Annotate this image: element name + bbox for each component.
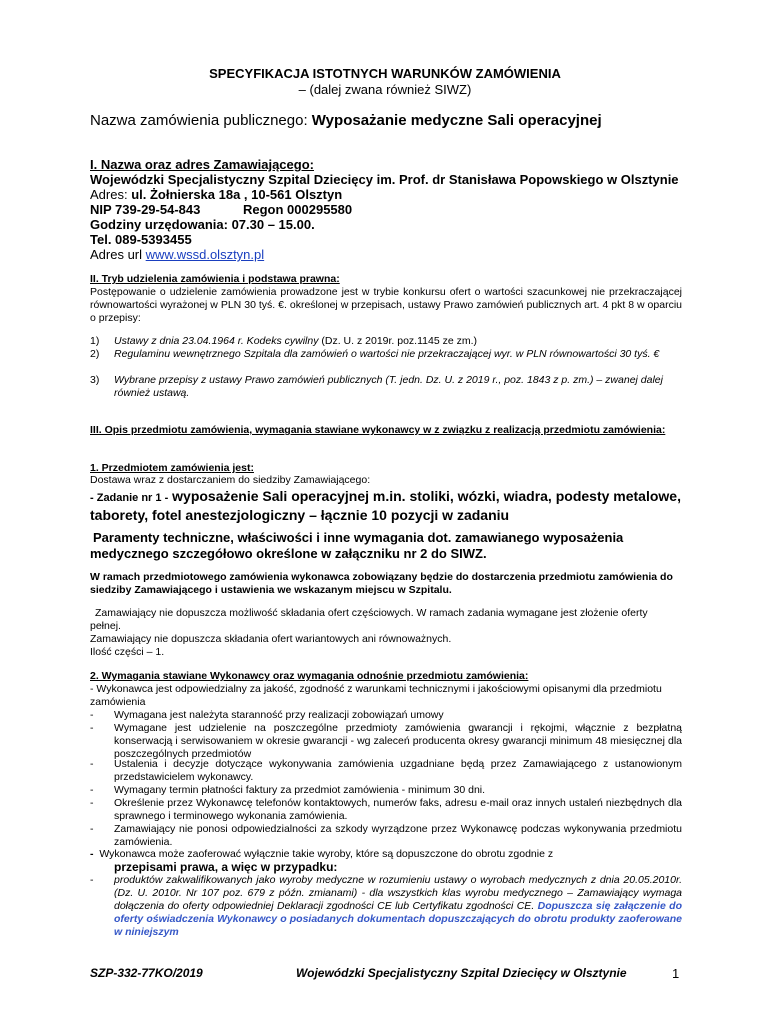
task-label: - Zadanie nr 1 -: [90, 492, 169, 504]
subject-heading: 1. Przedmiotem zamówienia jest:: [90, 462, 254, 474]
website-link[interactable]: www.wssd.olsztyn.pl: [145, 247, 265, 262]
section2-heading: II. Tryb udzielenia zamówienia i podstawa prawna:: [90, 273, 340, 285]
order-name-value: Wyposażanie medyczne Sali operacyjnej: [311, 112, 602, 129]
phone-number: Tel. 089-5393455: [90, 232, 192, 247]
products-requirement: - Wykonawca może zaoferować wyłącznie takie wyroby, które są dopuszczone do obrotu zgodnie z: [90, 848, 554, 860]
address-value: ul. Żołnierska 18a , 10-561 Olsztyn: [131, 187, 343, 202]
website: [90, 247, 264, 263]
requirement-item: - Wymagany termin płatności faktury za przedmiot zamówienia - minimum 30 dni.: [90, 784, 486, 796]
nip-number: NIP 739-29-54-843: [90, 202, 201, 217]
requirement-item: - Wymagana jest należyta staranność przy realizacji zobowiązań umowy: [90, 709, 444, 721]
legal-basis-item-2: 2) Regulaminu wewnętrznego Szpitala dla zamówień o wartości nie przekraczającej wyr. w PLN równowartości 30 tyś. €: [90, 348, 660, 360]
section2-text: Postępowanie o udzielenie zamówienia prowadzone jest w trybie konkursu ofert o wartości szacunkowej nie przekraczającej równowartości wyrażonej w PLN 30 tyś. €. określonej w przepisach, ustawy Prawo zamówień publicznych art. 4 pkt 8 w oparciu o przepisy:: [90, 286, 682, 324]
delivery-obligation: W ramach przedmiotowego zamówienia wykonawca zobowiązany będzie do dostarczenia przedmiotu zamówienia do siedziby Zamawiającego i ustawienia we wskazanym miejscu w Szpitalu.: [90, 571, 673, 596]
website-label: Adres url: [90, 247, 143, 262]
parts-count: Ilość części – 1.: [90, 646, 165, 658]
section3-heading: III. Opis przedmiotu zamówienia, wymagania stawiane wykonawcy w z związku z realizacją przedmiotu zamówienia:: [90, 424, 666, 436]
office-hours: Godziny urzędowania: 07.30 – 15.00.: [90, 217, 315, 232]
requirement-item: - Określenie przez Wykonawcę telefonów kontaktowych, numerów faks, adresu e-mail oraz innych ustaleń niezbędnych dla sprawnego i terminowego wykonania zamówienia.: [90, 797, 682, 822]
regon-number: Regon 000295580: [243, 202, 353, 217]
address-label: Adres:: [90, 187, 128, 202]
requirement-item: - Ustalenia i decyzje dotyczące wykonywania zamówienia uzgadniane będą przez Zamawiającego z ustanowionym przedstawicielem wykonawcy.: [90, 758, 682, 783]
task-description: [90, 488, 690, 524]
subject-text: Dostawa wraz z dostarczaniem do siedziby Zamawiającego:: [90, 474, 371, 486]
medical-devices-item: - produktów zakwalifikowanych jako wyroby medyczne w rozumieniu ustawy o wyrobach medycznych z dnia 20.05.2010r. (Dz. U. 2010r. Nr 107 poz. 679 z późn. zmianami) - dla wszystkich klas wyrobu medycznego – Zamawiający wymaga dołączenia do oferty odpowiedniej Deklaracji zgodności CE lub Certyfikatu zgodności CE. Dopuszcza się załączenie do oferty oświadczenia Wykonawcy o posiadanych dokumentach dopuszczających do obrotu produkty zaoferowane w niniejszym: [90, 874, 682, 938]
requirements-intro: - Wykonawca jest odpowiedzialny za jakość, zgodność z warunkami technicznymi i jakościowymi opisanymi dla przedmiotu zamówienia: [90, 683, 662, 708]
legal-basis-item-1: 1) Ustawy z dnia 23.04.1964 r. Kodeks cywilny (Dz. U. z 2019r. poz.1145 ze zm.): [90, 335, 478, 347]
partial-offers: Zamawiający nie dopuszcza możliwość składania ofert częściowych. W ramach zadania wymagane jest złożenie oferty pełnej.: [90, 607, 648, 632]
variant-offers: Zamawiający nie dopuszcza składania ofert wariantowych ani równoważnych.: [90, 633, 452, 645]
task-value: wyposażenie Sali operacyjnej m.in. stoliki, wózki, wiadra, podesty metalowe, taborety, fotel anestezjologiczny – łącznie 10 pozycji w zadaniu: [90, 488, 681, 523]
requirement-item: - Wymagane jest udzielenie na poszczególne przedmioty zamówienia gwarancji i rękojmi, włącznie z bezpłatną konserwacją i serwisowaniem w okresie gwarancji - wg zaleceń producenta okresy gwarancji minimum 48 miesięcznej dla poszczególnych przedmiotów: [90, 722, 682, 760]
order-name: [90, 112, 602, 130]
address: [90, 187, 342, 203]
products-requirement-cont: przepisami prawa, a więc w przypadku:: [114, 860, 338, 874]
requirements-heading: 2. Wymagania stawiane Wykonawcy oraz wymagania odnośnie przedmiotu zamówienia:: [90, 670, 529, 682]
footer-institution: Wojewódzki Specjalistyczny Szpital Dziecięcy w Olsztynie: [296, 966, 627, 980]
legal-basis-item-3: 3) Wybrane przepisy z ustawy Prawo zamówień publicznych (T. jedn. Dz. U. z 2019 r., poz. 1843 z p. zm.) – zwanej dalej również ustawą.: [90, 374, 663, 399]
institution-name: Wojewódzki Specjalistyczny Szpital Dziecięcy im. Prof. dr Stanisława Popowskiego w Olsztynie: [90, 172, 679, 187]
requirement-item: - Zamawiający nie ponosi odpowiedzialności za szkody wyrządzone przez Wykonawcę podczas wykonywania przedmiotu zamówienia.: [90, 823, 682, 848]
document-subtitle: – (dalej zwana również SIWZ): [298, 82, 472, 97]
technical-parameters: Paramenty techniczne, właściwości i inne wymagania dot. zamawianego wyposażenia medycznego szczegółowo określone w załączniku nr 2 do SIWZ.: [90, 530, 624, 561]
section1-heading: I. Nazwa oraz adres Zamawiającego:: [90, 157, 314, 172]
order-name-label: Nazwa zamówienia publicznego:: [90, 112, 308, 129]
page-number: 1: [672, 966, 680, 981]
document-title: SPECYFIKACJA ISTOTNYCH WARUNKÓW ZAMÓWIENIA: [209, 66, 561, 81]
document-code: SZP-332-77KO/2019: [90, 966, 203, 980]
